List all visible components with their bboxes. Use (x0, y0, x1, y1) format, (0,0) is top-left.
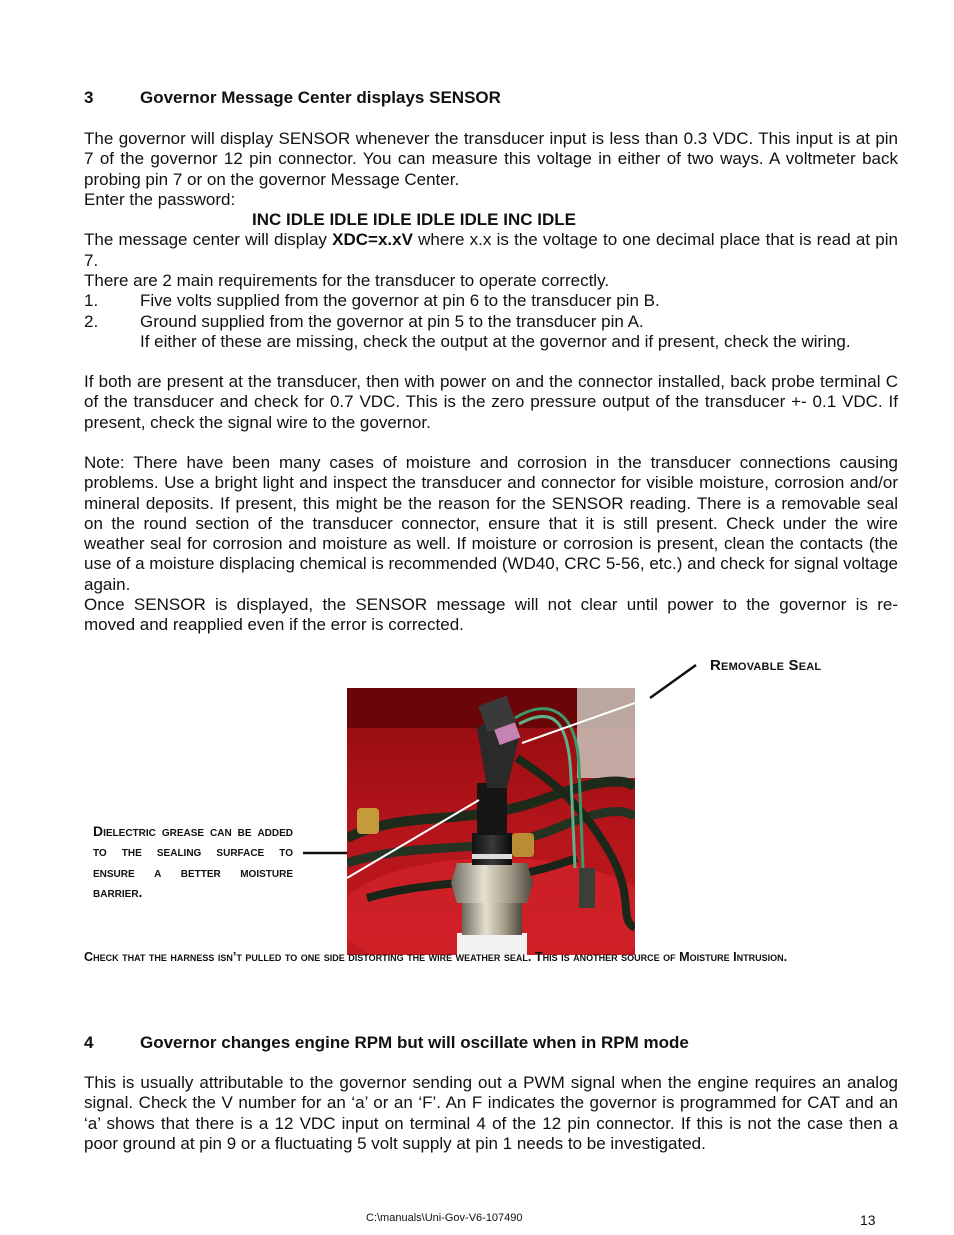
requirement-note: If either of these are missing, check the output at the governor and if present, check the wiring. (140, 331, 851, 351)
password-sequence: INC IDLE IDLE IDLE IDLE IDLE INC IDLE (252, 210, 576, 230)
requirement-number: 2. (84, 311, 99, 331)
note-text: Note: There have been many cases of moisture and corrosion in the transducer connections causing problems. Use a bright light and inspect the transducer and connector for visible moisture, corrosion and/or mineral deposits. If present, this might be the reason for the SENSOR reading. There is a removable seal on the round section of the transducer connector, ensure that it is still present. Check under the wire weather seal for corrosion and moisture as well. If moisture or corrosion is present, clean the contacts (the use of a moisture displacing chemical is recommended (WD40, CRC 5-56, etc.) and check for signal voltage again. (84, 453, 898, 594)
section-title: Governor Message Center displays SENSOR (140, 88, 501, 107)
display-code: XDC=x.xV (332, 230, 413, 250)
footer-file-path: C:\manuals\Uni-Gov-V6-107490 (366, 1212, 523, 1224)
transducer-photo (347, 688, 635, 955)
section-number: 4 (84, 1033, 94, 1052)
page-number: 13 (860, 1212, 876, 1228)
password-intro: Enter the password: (84, 189, 236, 209)
display-pre: The message center will display (84, 230, 333, 250)
display-post: where x.x is the voltage to one decimal place that is read at pin 7. (84, 230, 898, 270)
both-present-paragraph: If both are present at the transducer, then with power on and the connector installed, back probe terminal C of the transducer and check for 0.7 VDC. This is the zero pressure output of the transducer +- 0.1 VDC. If present, check the signal wire to the governor. (84, 372, 898, 432)
requirement-number: 1. (84, 291, 99, 311)
section-title: Governor changes engine RPM but will oscillate when in RPM mode (140, 1033, 689, 1052)
once-line-1: Once SENSOR is displayed, the SENSOR message will not clear until power to the governor is re- (84, 595, 898, 615)
requirements-intro: There are 2 main requirements for the transducer to operate correctly. (84, 271, 610, 291)
section-number: 3 (84, 88, 94, 107)
label-dielectric-grease: Dielectric grease can be added to the sealing surface to ensure a better moisture barrier. (93, 823, 293, 900)
once-line-2: moved and reapplied even if the error is corrected. (84, 615, 464, 635)
transducer-photo-drawing (347, 688, 635, 955)
figure-caption: Check that the harness isn’t pulled to one side distorting the wire weather seal. This is another source of Moisture Intrusion. (84, 950, 788, 964)
requirement-text: Five volts supplied from the governor at pin 6 to the transducer pin B. (140, 291, 660, 311)
label-removable-seal: Removable Seal (710, 657, 822, 674)
section-4-heading (84, 1033, 898, 1055)
requirement-text: Ground supplied from the governor at pin 5 to the transducer pin A. (140, 311, 644, 331)
intro-text: The governor will display SENSOR whenever the transducer input is less than 0.3 VDC. This input is at pin 7 of the governor 12 pin connector. You can measure this voltage in either of two ways. A voltmeter back probing pin 7 or on the governor Message Center. (84, 129, 898, 189)
section-4-paragraph: This is usually attributable to the governor sending out a PWM signal when the engine requires an analog signal. Check the V number for an ‘a’ or an ‘F’. An F indicates the governor is programmed for CAT and an ‘a’ shows that there is a 12 VDC input on terminal 4 of the 12 pin connector. If this is not the case then a poor ground at pin 9 or a fluctuating 5 volt supply at pin 1 needs to be investigated. (84, 1073, 898, 1153)
seal-leader-line (650, 665, 696, 698)
